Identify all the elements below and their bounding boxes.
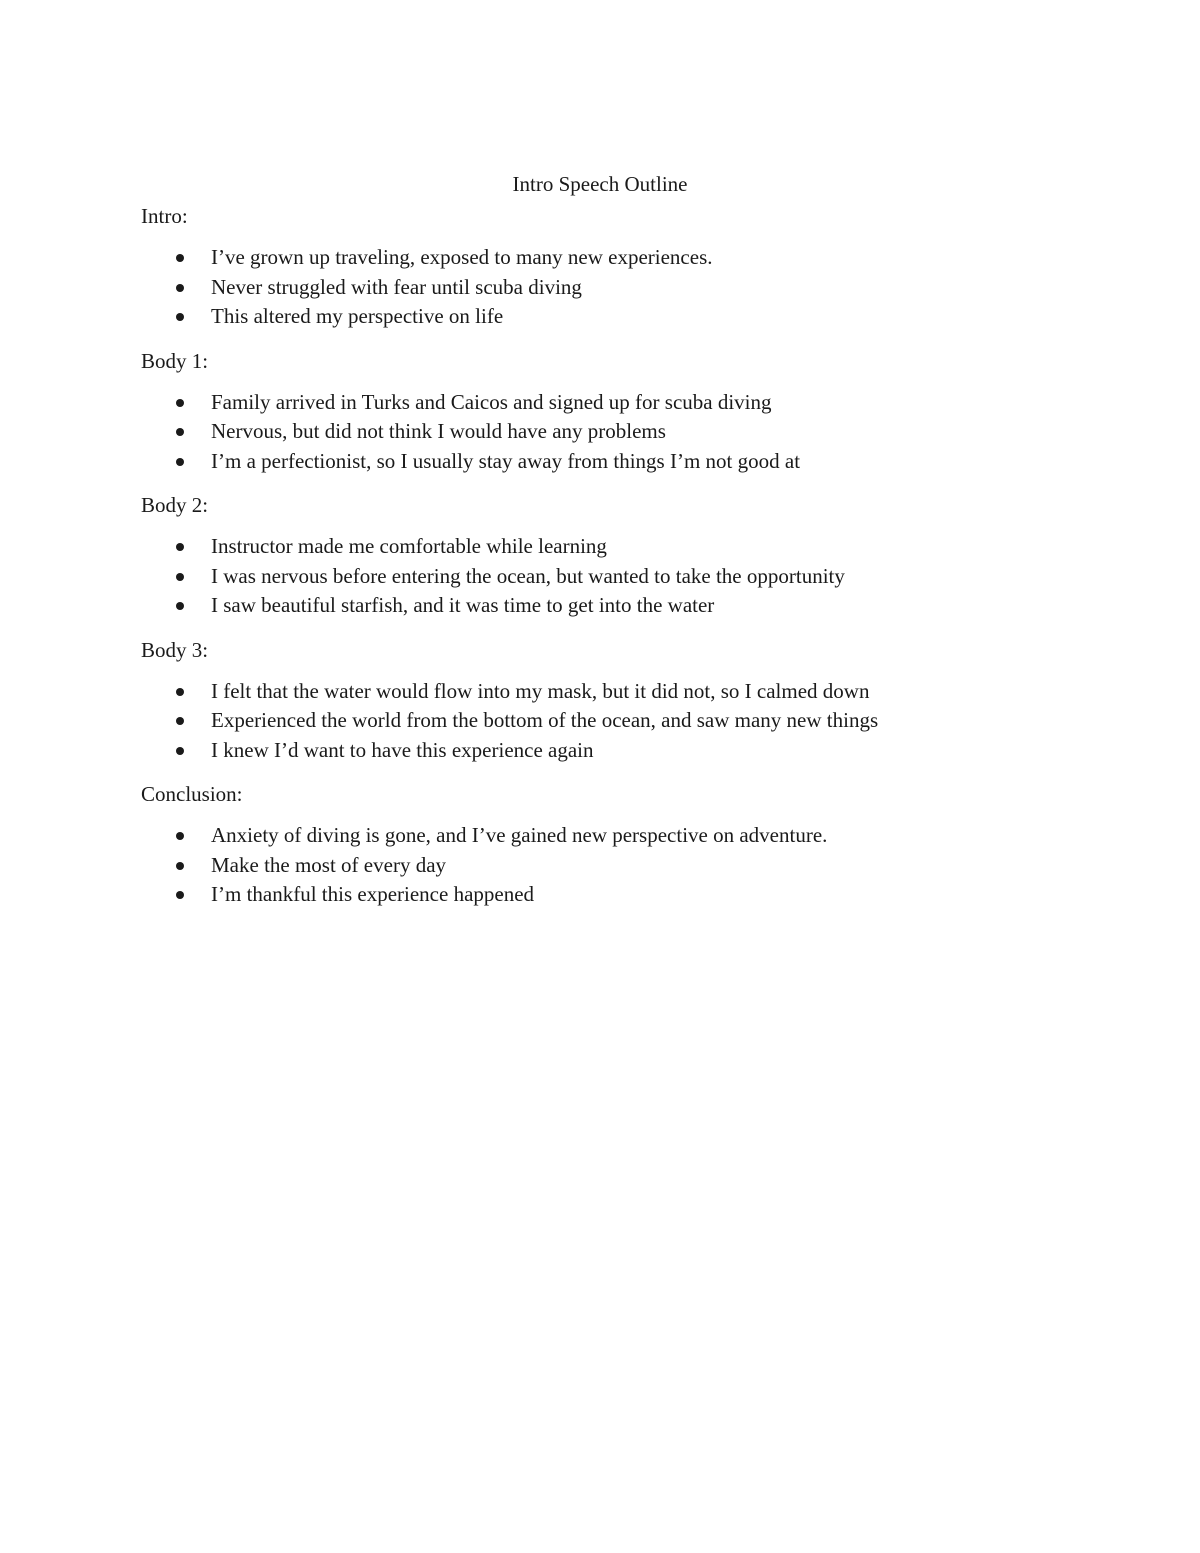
bullet-icon	[176, 399, 184, 407]
section-heading: Body 3:	[141, 637, 209, 662]
section-heading: Conclusion:	[141, 782, 243, 806]
section-body-1	[141, 347, 1059, 477]
bullet-icon	[176, 832, 184, 840]
bullet-icon	[176, 284, 184, 292]
list-item-text: Never struggled with fear until scuba diving	[211, 274, 582, 299]
section-body-2	[141, 491, 1059, 621]
list-item	[141, 562, 1059, 592]
list-item	[141, 417, 1059, 447]
bullet-icon	[176, 573, 184, 581]
list-item	[141, 821, 1059, 851]
list-item-text: I saw beautiful starfish, and it was time to get into the water	[211, 593, 715, 617]
list-item	[141, 273, 1059, 303]
list-item	[141, 880, 1059, 910]
section-body-3	[141, 636, 1059, 766]
list-item	[141, 677, 1059, 707]
list-item	[141, 243, 1059, 273]
bullet-icon	[176, 891, 184, 899]
list-item-text: Instructor made me comfortable while learning	[211, 534, 607, 558]
bullet-icon	[176, 688, 184, 696]
section-heading: Body 2:	[141, 493, 209, 517]
list-item-text: I’ve grown up traveling, exposed to many new experiences.	[211, 245, 713, 269]
bullet-icon	[176, 313, 184, 321]
section-heading: Intro:	[141, 204, 188, 228]
bullet-icon	[176, 254, 184, 262]
section-intro	[141, 202, 1059, 332]
bullet-icon	[176, 862, 184, 870]
list-item-text: Make the most of every day	[211, 852, 447, 877]
bullet-list	[141, 243, 1059, 332]
list-item	[141, 736, 1059, 766]
list-item	[141, 532, 1059, 562]
bullet-icon	[176, 747, 184, 755]
bullet-icon	[176, 458, 184, 466]
bullet-icon	[176, 717, 184, 725]
list-item	[141, 706, 1059, 736]
section-heading: Body 1:	[141, 348, 209, 373]
bullet-list	[141, 821, 1059, 910]
bullet-icon	[176, 428, 184, 436]
list-item-text: I knew I’d want to have this experience again	[211, 737, 594, 762]
list-item-text: Nervous, but did not think I would have any problems	[211, 419, 666, 443]
list-item	[141, 302, 1059, 332]
bullet-list	[141, 677, 1059, 766]
list-item	[141, 388, 1059, 418]
list-item-text: This altered my perspective on life	[211, 304, 504, 328]
list-item-text: I felt that the water would flow into my mask, but it did not, so I calmed down	[211, 678, 870, 703]
list-item	[141, 851, 1059, 881]
list-item-text: Anxiety of diving is gone, and I’ve gained new perspective on adventure.	[211, 823, 828, 847]
list-item-text: Experienced the world from the bottom of the ocean, and saw many new things	[211, 708, 879, 732]
bullet-icon	[176, 543, 184, 551]
list-item-text: Family arrived in Turks and Caicos and signed up for scuba diving	[211, 389, 772, 414]
section-conclusion	[141, 780, 1059, 910]
document-title: Intro Speech Outline	[512, 172, 688, 196]
list-item	[141, 591, 1059, 621]
bullet-icon	[176, 602, 184, 610]
bullet-list	[141, 388, 1059, 477]
bullet-list	[141, 532, 1059, 621]
list-item	[141, 447, 1059, 477]
list-item-text: I’m a perfectionist, so I usually stay away from things I’m not good at	[211, 448, 801, 473]
list-item-text: I’m thankful this experience happened	[211, 882, 535, 906]
list-item-text: I was nervous before entering the ocean, but wanted to take the opportunity	[211, 563, 845, 588]
